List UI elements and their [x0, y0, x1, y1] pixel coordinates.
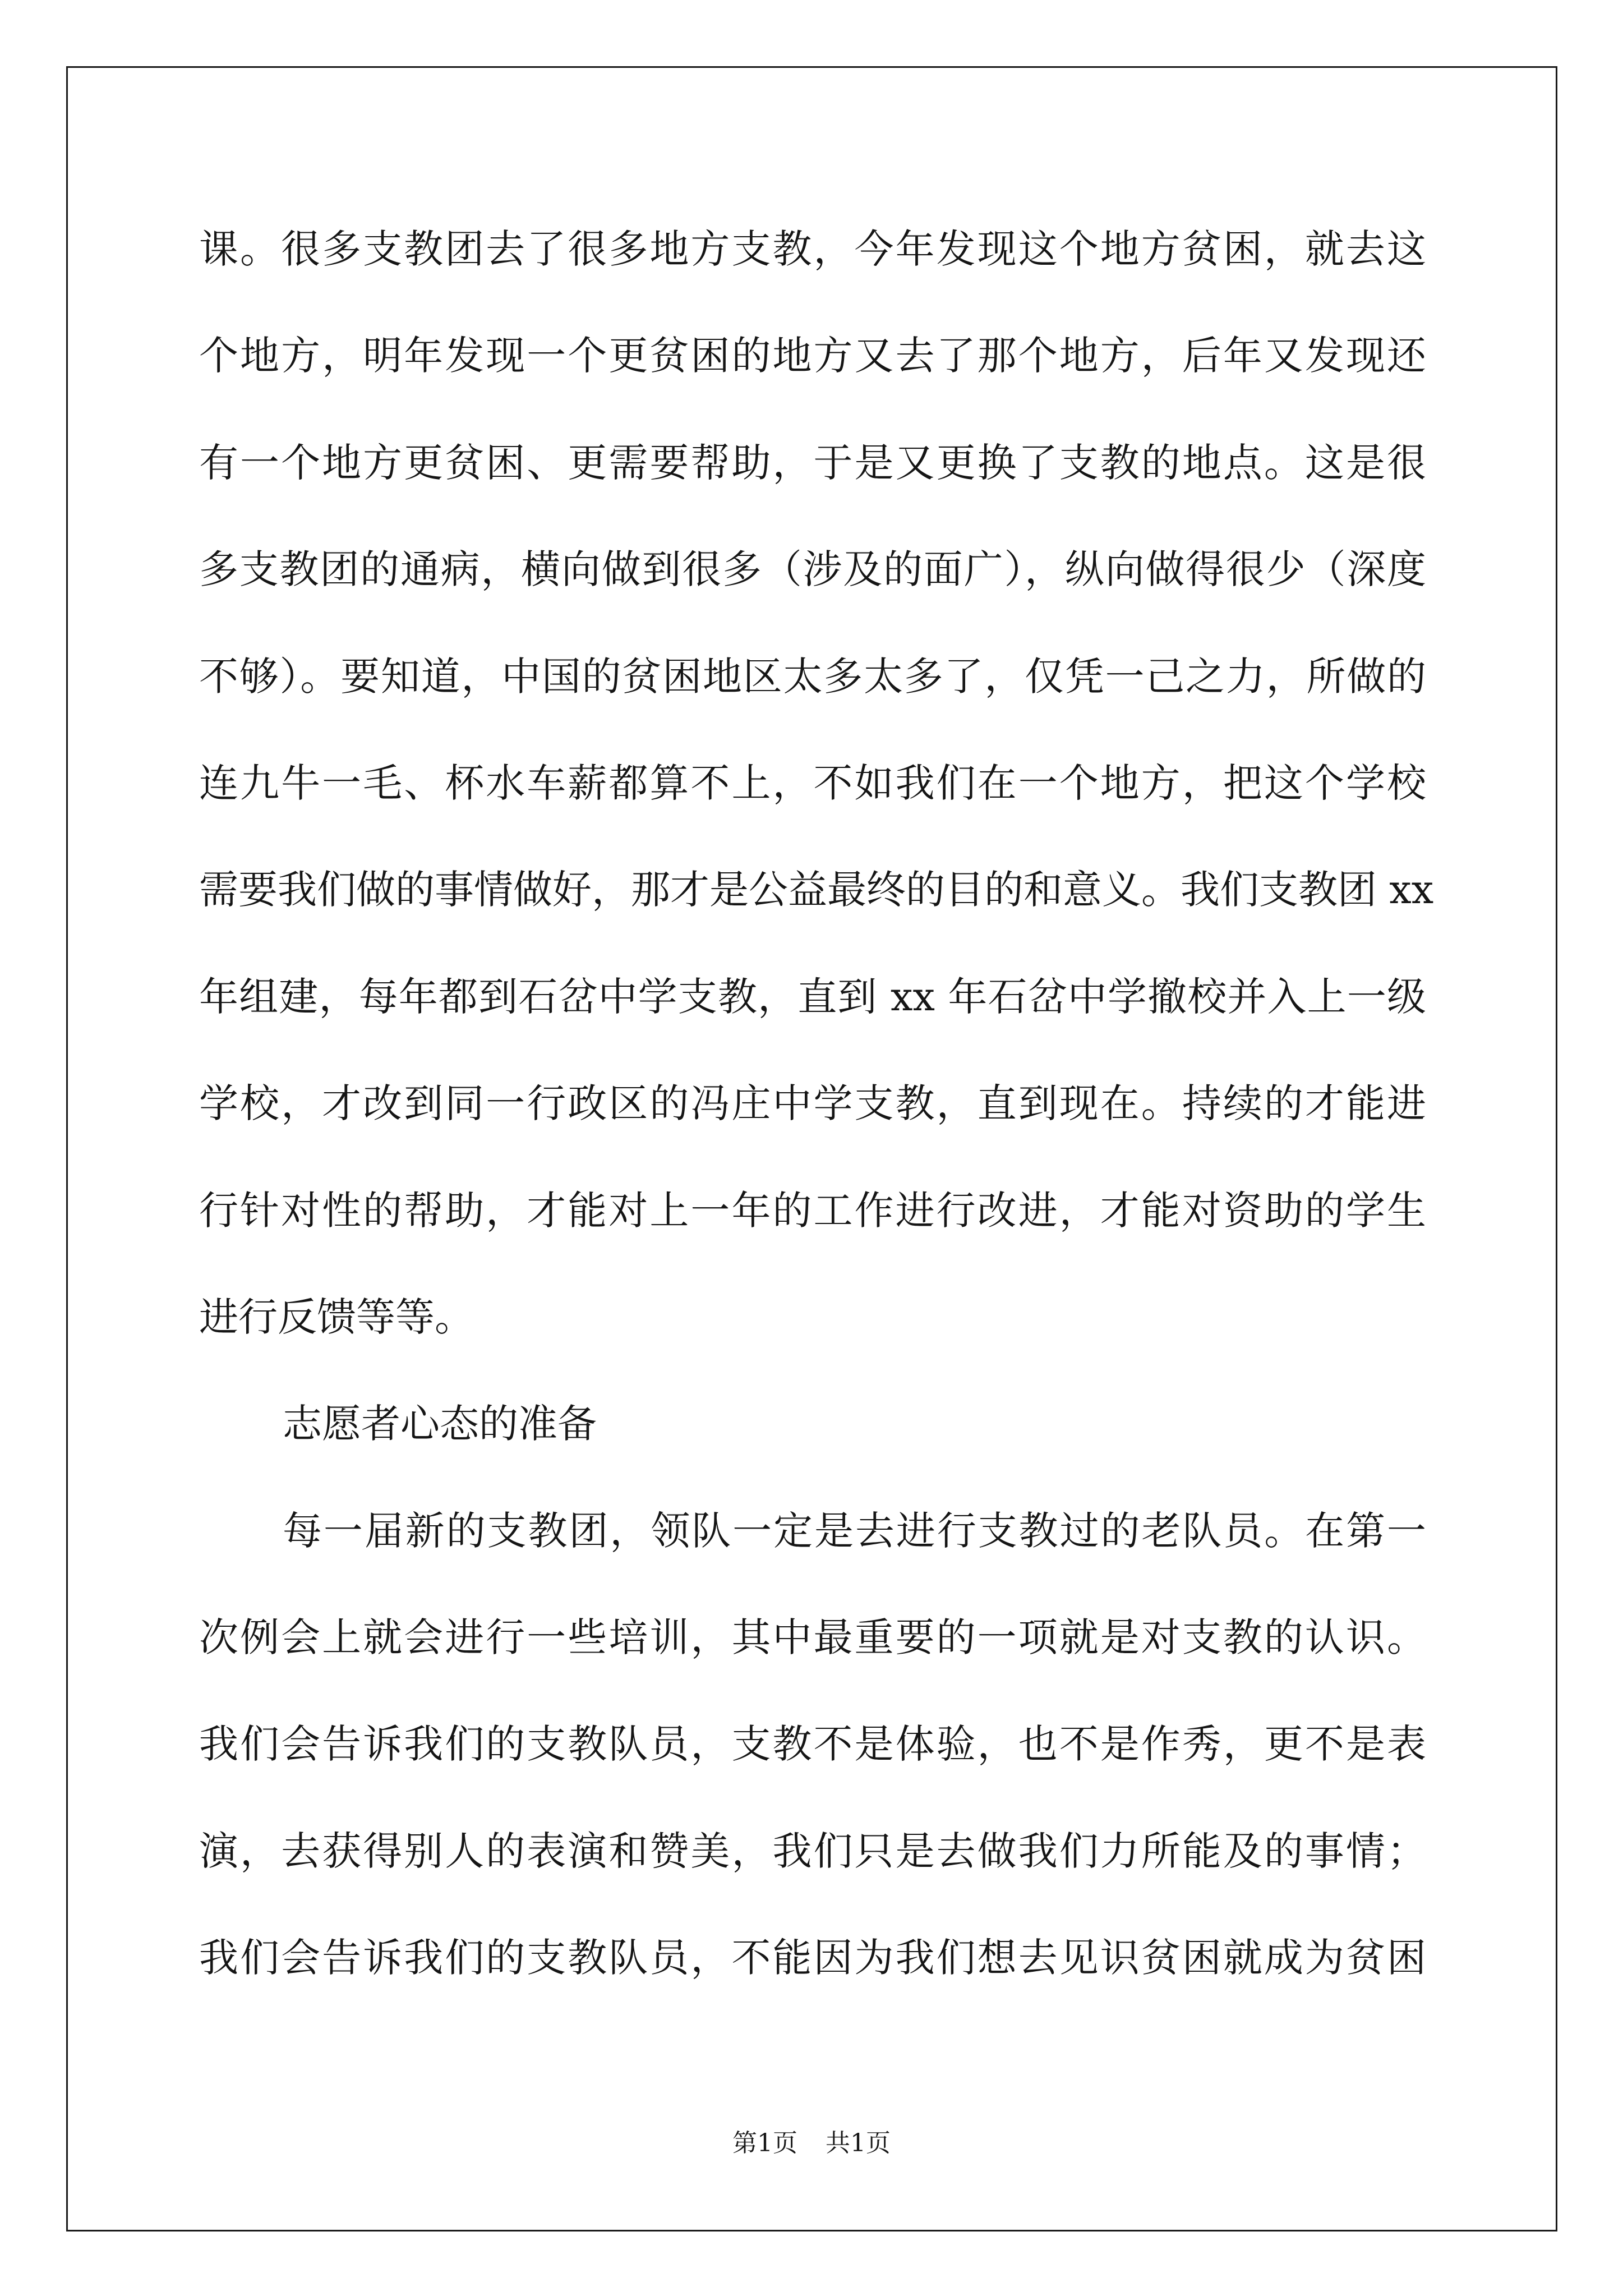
body-text-line: 次例会上就会进行一些培训，其中最重要的一项就是对支教的认识。	[199, 1614, 1426, 1661]
body-text-line: 有一个地方更贫困、更需要帮助，于是又更换了支教的地点。这是很	[199, 439, 1426, 486]
body-text-line: 个地方，明年发现一个更贫困的地方又去了那个地方，后年又发现还	[199, 333, 1426, 379]
body-text-line: 演，去获得别人的表演和赞美，我们只是去做我们力所能及的事情；	[199, 1828, 1426, 1874]
body-text-line: 年组建，每年都到石岔中学支教，直到 xx 年石岔中学撤校并入上一级	[199, 973, 1426, 1020]
body-text-line: 我们会告诉我们的支教队员，支教不是体验，也不是作秀，更不是表	[199, 1721, 1426, 1768]
page-number: 第1页	[732, 2129, 797, 2157]
body-text-line: 每一届新的支教团，领队一定是去进行支教过的老队员。在第一	[283, 1507, 1426, 1554]
section-heading: 志愿者心态的准备	[283, 1401, 597, 1447]
body-text-line: 连九牛一毛、杯水车薪都算不上，不如我们在一个地方，把这个学校	[199, 760, 1426, 806]
page-footer	[0, 2126, 1623, 2161]
body-text-line: 需要我们做的事情做好，那才是公益最终的目的和意义。我们支教团 xx	[199, 867, 1434, 913]
body-text-line: 学校，才改到同一行政区的冯庄中学支教，直到现在。持续的才能进	[199, 1080, 1426, 1127]
document-body	[199, 196, 1434, 2012]
page-total: 共1页	[826, 2129, 891, 2157]
body-text-line: 课。很多支教团去了很多地方支教，今年发现这个地方贫困，就去这	[199, 226, 1426, 272]
body-text-line: 多支教团的通病，横向做到很多（涉及的面广），纵向做得很少（深度	[199, 546, 1426, 593]
body-text-line: 不够）。要知道，中国的贫困地区太多太多了，仅凭一己之力，所做的	[199, 653, 1426, 700]
body-text-line: 行针对性的帮助，才能对上一年的工作进行改进，才能对资助的学生	[199, 1187, 1426, 1234]
body-text-line: 进行反馈等等。	[199, 1294, 474, 1340]
body-text-line: 我们会告诉我们的支教队员，不能因为我们想去见识贫困就成为贫困	[199, 1935, 1426, 1981]
